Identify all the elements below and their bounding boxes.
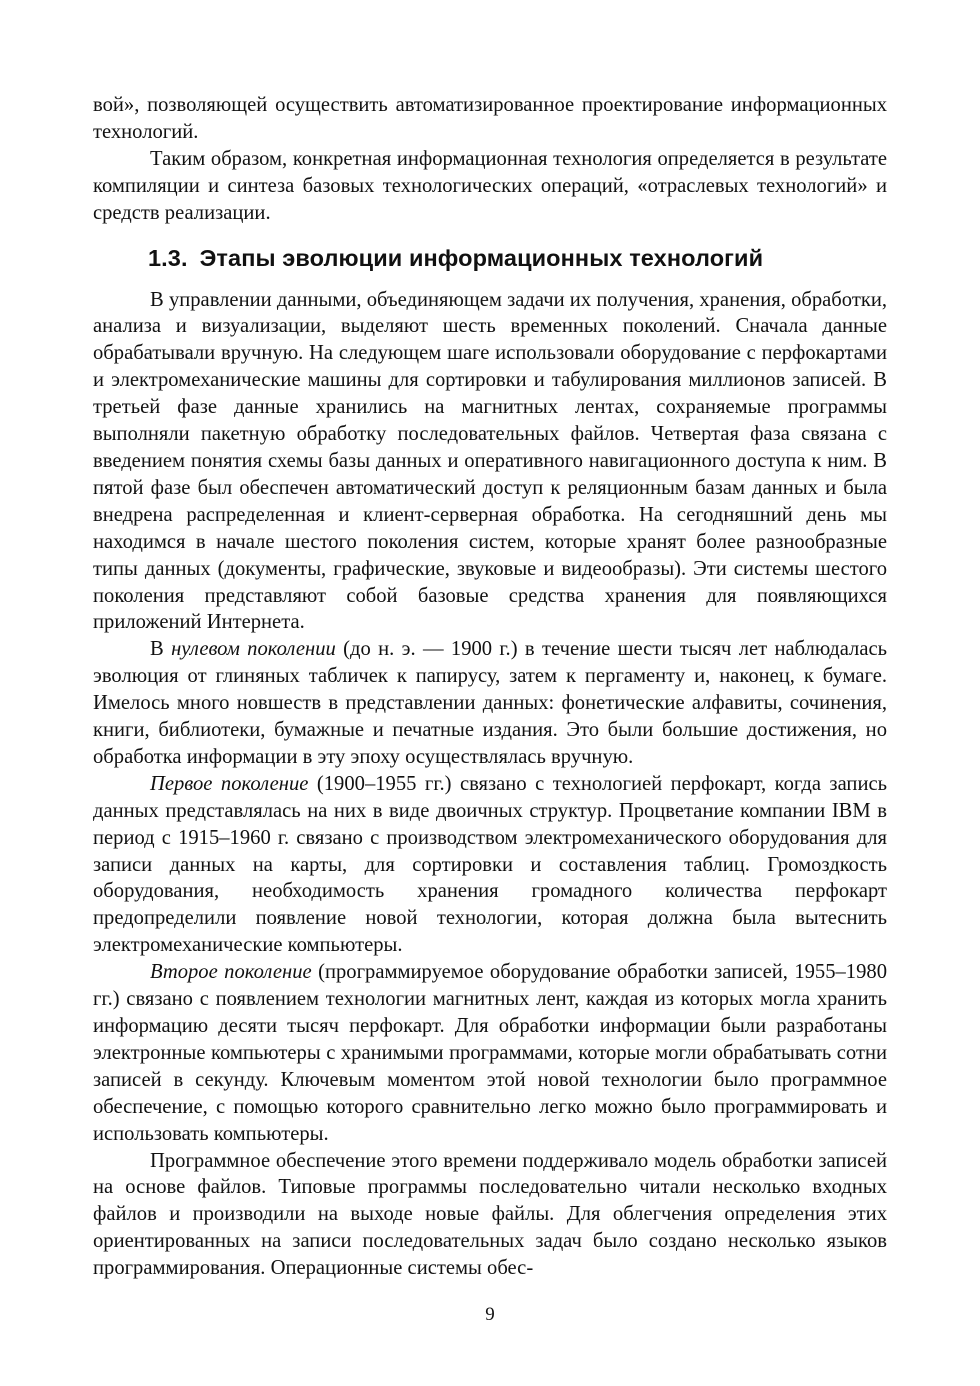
zero-generation-body: (до н. э. — 1900 г.) в течение шести тысяч лет наблюдалась эволюция от глиняных табличек к папирусу, затем к пергаменту и, наконец, к бумаге. Имелось много новшеств в представлении данных: фонетические алфавиты, сочинения, книги, библиотеки, бумажные и печатные издания. Это были большие достижения, но обработка информации в эту эпоху осуществлялась вручную. [93,638,887,768]
zero-generation-term: нулевом поколении [171,638,336,661]
page-body [93,92,887,1282]
zero-generation-paragraph [93,636,887,771]
section-number: 1.3. [148,244,188,271]
first-generation-body: (1900–1955 гг.) связано с технологией перфокарт, когда запись данных представлялась на них в виде двоичных структур. Процветание компании IBM в период с 1915–1960 г. связано с производством электромеханического оборудования для записи данных на карты, для сортировки и составления таблиц. Громоздкость оборудования, необходимость хранения громадного количества перфокарт предопределили появление новой технологии, которая должна была вытеснить электромеханические компьютеры. [93,772,888,957]
section-heading [93,243,887,273]
second-generation-body: (программируемое оборудование обработки записей, 1955–1980 гг.) связано с появлением технологии магнитных лент, каждая из которых могла хранить информацию десяти тысяч перфокарт. Для обработки информации были разработаны электронные компьютеры с хранимыми программами, которые могли обрабатывать сотни записей в секунду. Ключевым моментом этой новой технологии было программное обеспечение, с помощью которого сравнительно легко можно было программировать и использовать компьютеры. [93,961,887,1145]
intro-paragraph: В управлении данными, объединяющем задачи их получения, хранения, обработки, анализа и визуализации, выделяют шесть временных поколений. Сначала данные обрабатывали вручную. На следующем шаге использовали оборудование с перфокартами и электромеханические машины для сортировки и табулирования миллионов записей. В третьей фазе данные хранились на магнитных лентах, сохраняемые программы выполняли пакетную обработку последовательных файлов. Четвертая фаза связана с введением понятия схемы базы данных и оперативного навигационного доступа к ним. В пятой фазе был обеспечен автоматический доступ к реляционным базам данных и была внедрена распределенная и клиент-серверная обработка. На сегодняшний день мы находимся в начале шестого поколения систем, которые хранят более разнообразные типы данных (документы, графические, звуковые и видеообразы). Эти системы шестого поколения представляют собой базовые средства хранения для появляющихся приложений Интернета. [93,288,887,634]
first-generation-term: Первое поколение [150,772,309,795]
continuation-paragraph: вой», позволяющей осуществить автоматизированное проектирование информационных технологий. [93,94,887,143]
summary-paragraph: Таким образом, конкретная информационная технология определяется в результате компиляции и синтеза базовых технологических операций, «отраслевых технологий» и средств реализации. [93,147,887,224]
zero-generation-prefix: В [150,638,172,661]
second-generation-paragraph [93,959,887,1147]
section-title: Этапы эволюции информационных технологий [199,244,764,271]
first-generation-paragraph [93,771,887,959]
software-paragraph: Программное обеспечение этого времени поддерживало модель обработки записей на основе файлов. Типовые программы последовательно читали несколько входных файлов и производили на выходе новые файлы. Для облегчения определения этих ориентированных на записи последовательных задач было создано несколько языков программирования. Операционные системы обес- [93,1149,887,1280]
page-number: 9 [485,1304,495,1325]
second-generation-term: Второе поколение [150,961,312,984]
